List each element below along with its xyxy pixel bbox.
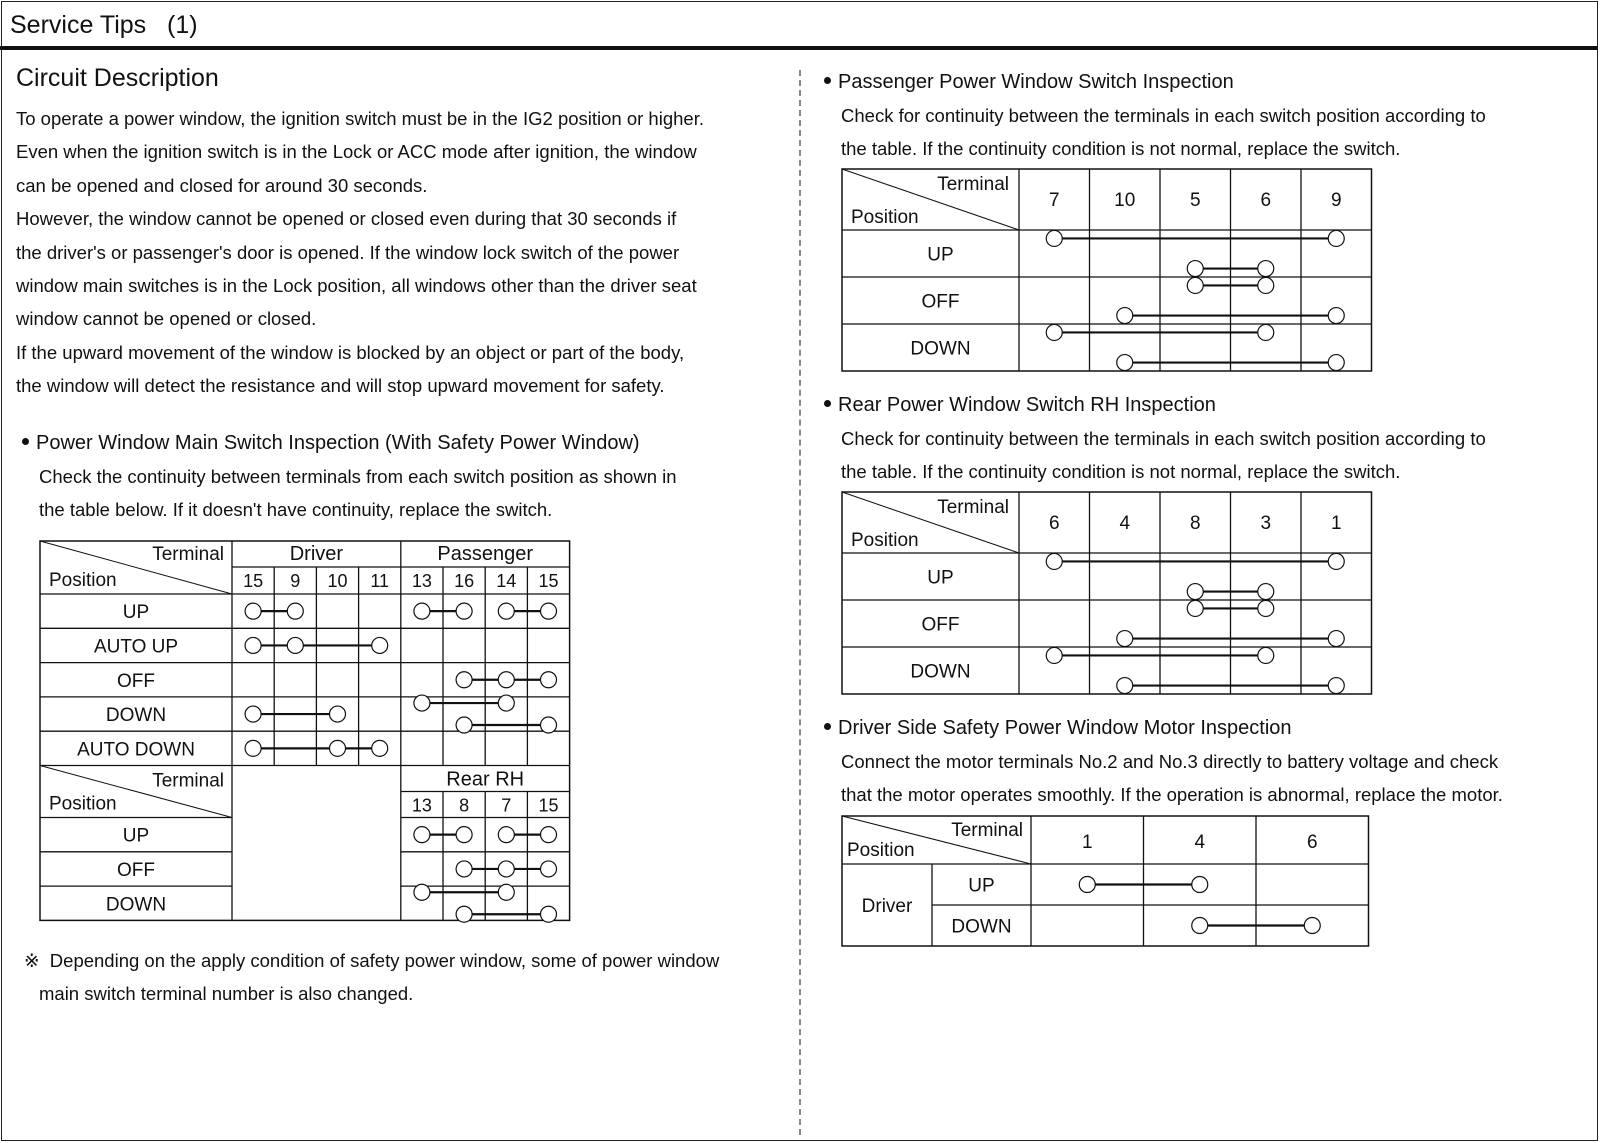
terminal-circle-icon [1117, 355, 1133, 371]
motor-desc-line: Connect the motor terminals No.2 and No.3 directly to battery voltage and check [841, 751, 1499, 772]
bullet-icon [824, 77, 831, 84]
terminal-circle-icon [1187, 584, 1203, 600]
terminal-circle-icon [330, 706, 346, 722]
main-switch-desc-line: the table below. If it doesn't have continuity, replace the switch. [39, 499, 553, 521]
passenger-title-text: Passenger Power Window Switch Inspection [838, 71, 1234, 93]
terminal-circle-icon [1258, 584, 1274, 600]
terminal-number: 13 [411, 795, 432, 816]
terminal-circle-icon [1258, 261, 1274, 277]
passenger-desc-line: the table. If the continuity condition is not normal, replace the switch. [841, 138, 1401, 160]
terminal-circle-icon [287, 603, 303, 619]
terminal-number: 7 [1048, 190, 1060, 211]
rear-rh-continuity-table [841, 491, 1385, 699]
page-title [10, 11, 198, 40]
terminal-circle-icon [498, 672, 514, 688]
paragraph-line: However, the window cannot be opened or closed even during that 30 seconds if [16, 208, 677, 230]
position-label: OFF [117, 670, 155, 692]
corner-terminal-label: Terminal [152, 770, 224, 792]
terminal-number: 15 [538, 795, 559, 816]
terminal-number: 6 [1260, 190, 1272, 211]
terminal-circle-icon [498, 695, 514, 711]
bullet-icon [22, 438, 29, 445]
terminal-number: 6 [1306, 832, 1318, 853]
terminal-circle-icon [287, 637, 303, 653]
terminal-number: 13 [411, 571, 432, 591]
terminal-circle-icon [414, 884, 430, 900]
paragraph-line: If the upward movement of the window is blocked by an object or part of the body, [16, 341, 685, 363]
terminal-number: 9 [290, 571, 301, 591]
bullet-icon [824, 400, 831, 407]
terminal-circle-icon [414, 695, 430, 711]
rear-desc-line: the table. If the continuity condition is not normal, replace the switch. [841, 461, 1401, 483]
terminal-circle-icon [372, 637, 388, 653]
position-label: UP [927, 567, 954, 589]
footnote [24, 944, 719, 1010]
terminal-circle-icon [1187, 277, 1203, 293]
corner-terminal-label: Terminal [951, 820, 1023, 841]
motor-section [824, 712, 1503, 812]
position-label: DOWN [105, 705, 167, 727]
position-label: OFF [921, 291, 960, 313]
terminal-circle-icon [245, 637, 261, 653]
terminal-circle-icon [1304, 918, 1320, 934]
note-symbol: ※ [24, 950, 40, 971]
page-number: (1) [167, 11, 198, 39]
position-label: DOWN [910, 338, 971, 360]
position-label: UP [122, 825, 150, 847]
corner-position-label: Position [847, 840, 915, 861]
group-driver-label: Driver [289, 543, 344, 565]
terminal-circle-icon [1258, 277, 1274, 293]
passenger-continuity-table [841, 168, 1385, 376]
terminal-circle-icon [541, 861, 557, 877]
terminal-circle-icon [1328, 553, 1344, 569]
terminal-number: 9 [1330, 190, 1342, 211]
passenger-desc-line: Check for continuity between the terminals in each switch position according to [841, 105, 1486, 126]
terminal-number: 10 [1114, 190, 1136, 211]
terminal-number: 14 [496, 571, 517, 591]
terminal-circle-icon [1192, 877, 1208, 893]
terminal-circle-icon [456, 603, 472, 619]
terminal-number: 6 [1048, 513, 1060, 534]
terminal-circle-icon [1328, 230, 1344, 246]
bullet-icon [824, 723, 831, 730]
passenger-section [824, 66, 1486, 166]
terminal-circle-icon [1046, 647, 1062, 663]
main-switch-continuity-table [39, 540, 583, 928]
terminal-circle-icon [456, 861, 472, 877]
terminal-number: 4 [1119, 513, 1131, 534]
terminal-circle-icon [541, 717, 557, 733]
rear-desc-line: Check for continuity between the terminals in each switch position according to [841, 428, 1486, 449]
terminal-circle-icon [541, 672, 557, 688]
terminal-number: 8 [1189, 513, 1201, 534]
position-label: UP [927, 244, 954, 266]
terminal-circle-icon [1258, 324, 1274, 340]
paragraph-line: window main switches is in the Lock position, all windows other than the driver seat [16, 275, 697, 297]
terminal-circle-icon [498, 861, 514, 877]
terminal-circle-icon [414, 827, 430, 843]
corner-terminal-label: Terminal [152, 544, 224, 565]
terminal-circle-icon [245, 603, 261, 619]
terminal-circle-icon [1258, 647, 1274, 663]
position-label: DOWN [910, 661, 971, 683]
corner-position-label: Position [49, 570, 117, 591]
main-switch-section [22, 427, 677, 527]
paragraph-line: the window will detect the resistance and will stop upward movement for safety. [16, 375, 665, 397]
terminal-number: 10 [327, 571, 348, 591]
paragraph-line: the driver's or passenger's door is opened. If the window lock switch of the power [16, 241, 680, 263]
position-label: OFF [117, 859, 155, 881]
terminal-number: 1 [1330, 513, 1342, 534]
position-label: DOWN [951, 916, 1012, 938]
terminal-number: 5 [1189, 190, 1201, 211]
terminal-circle-icon [414, 603, 430, 619]
corner-position-label: Position [49, 793, 117, 815]
terminal-circle-icon [1046, 324, 1062, 340]
terminal-circle-icon [1117, 631, 1133, 647]
motor-desc-line: that the motor operates smoothly. If the operation is abnormal, replace the motor. [841, 784, 1503, 806]
terminal-circle-icon [1046, 230, 1062, 246]
motor-title-text: Driver Side Safety Power Window Motor Inspection [838, 717, 1292, 739]
terminal-circle-icon [498, 884, 514, 900]
position-label: OFF [921, 614, 960, 636]
terminal-circle-icon [245, 706, 261, 722]
terminal-circle-icon [1117, 678, 1133, 694]
main-switch-title [22, 427, 677, 460]
terminal-circle-icon [456, 672, 472, 688]
terminal-circle-icon [1187, 261, 1203, 277]
terminal-circle-icon [372, 740, 388, 756]
terminal-circle-icon [1046, 553, 1062, 569]
motor-continuity-table [841, 815, 1385, 950]
terminal-circle-icon [541, 906, 557, 922]
terminal-circle-icon [1328, 308, 1344, 324]
page-header [0, 0, 1598, 50]
paragraph-line: window cannot be opened or closed. [16, 308, 317, 330]
position-label: AUTO DOWN [77, 739, 195, 761]
section-heading-circuit-description: Circuit Description [16, 64, 219, 92]
rear-section [824, 389, 1486, 489]
note-line: Depending on the apply condition of safety power window, some of power window [49, 950, 720, 971]
paragraph-line: can be opened and closed for around 30 seconds. [16, 174, 428, 196]
note-line: main switch terminal number is also changed. [39, 983, 414, 1004]
terminal-circle-icon [541, 603, 557, 619]
terminal-circle-icon [1258, 600, 1274, 616]
terminal-circle-icon [1079, 877, 1095, 893]
position-label: UP [122, 602, 150, 624]
terminal-number: 7 [501, 795, 512, 816]
terminal-circle-icon [245, 740, 261, 756]
left-column [16, 64, 786, 403]
terminal-circle-icon [456, 827, 472, 843]
group-rear-label: Rear RH [446, 768, 525, 791]
position-label: DOWN [105, 894, 167, 916]
rear-title-text: Rear Power Window Switch RH Inspection [838, 394, 1216, 416]
terminal-number: 16 [454, 571, 475, 591]
corner-terminal-label: Terminal [937, 174, 1009, 195]
motor-title [824, 712, 1503, 745]
terminal-circle-icon [456, 906, 472, 922]
terminal-number: 15 [538, 571, 559, 591]
terminal-number: 11 [370, 571, 390, 591]
terminal-number: 4 [1194, 832, 1206, 853]
terminal-circle-icon [498, 827, 514, 843]
terminal-circle-icon [1328, 355, 1344, 371]
terminal-circle-icon [456, 717, 472, 733]
position-label: UP [968, 875, 995, 897]
terminal-number: 1 [1081, 832, 1093, 853]
terminal-number: 8 [459, 795, 470, 816]
corner-terminal-label: Terminal [937, 497, 1009, 518]
passenger-title [824, 66, 1486, 99]
main-switch-title-text: Power Window Main Switch Inspection (With Safety Power Window) [36, 432, 640, 454]
terminal-circle-icon [541, 827, 557, 843]
terminal-circle-icon [1328, 631, 1344, 647]
title-text: Service Tips [10, 11, 147, 39]
terminal-circle-icon [1192, 918, 1208, 934]
main-switch-desc-line: Check the continuity between terminals from each switch position as shown in [39, 466, 677, 487]
rear-title [824, 389, 1486, 422]
terminal-circle-icon [1328, 678, 1344, 694]
paragraph-line: To operate a power window, the ignition switch must be in the IG2 position or higher. [16, 108, 704, 129]
column-divider [799, 70, 801, 1135]
terminal-number: 15 [243, 571, 264, 591]
terminal-circle-icon [330, 740, 346, 756]
terminal-number: 3 [1260, 513, 1272, 534]
group-driver-label: Driver [861, 896, 913, 917]
group-passenger-label: Passenger [437, 543, 534, 565]
paragraph-line: Even when the ignition switch is in the Lock or ACC mode after ignition, the window [16, 141, 697, 163]
position-label: AUTO UP [93, 636, 179, 658]
circuit-description-text [16, 102, 786, 403]
terminal-circle-icon [498, 603, 514, 619]
terminal-circle-icon [1187, 600, 1203, 616]
corner-position-label: Position [851, 530, 919, 551]
terminal-circle-icon [1117, 308, 1133, 324]
corner-position-label: Position [851, 207, 919, 228]
